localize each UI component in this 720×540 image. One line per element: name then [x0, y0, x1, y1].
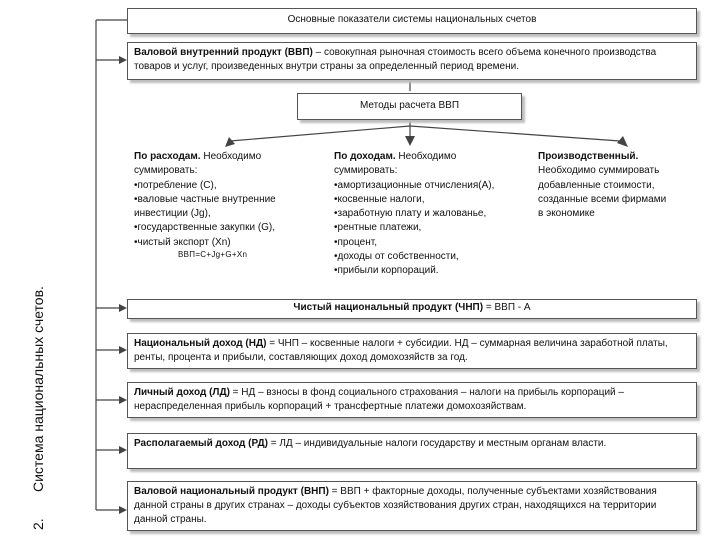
header-box — [127, 8, 697, 34]
expenditure-line: суммировать: — [134, 165, 198, 177]
production-line: Необходимо суммировать — [538, 165, 660, 177]
gdp-definition: – совокупная рыночная стоимость всего объема конечного производства товаров и услуг, произведенных внутри страны за определенный период времени. — [134, 47, 657, 72]
arrow-production — [617, 136, 628, 147]
income-heading: По доходам. — [334, 151, 396, 162]
arrow-di — [119, 446, 127, 454]
gnp-definition: = ВВП + факторные доходы, полученные субъектами хозяйствования данной страны в других странах – доходы субъектов хозяйствования других стран, находящихся на территории данной страны. — [134, 486, 657, 525]
income-method — [334, 150, 494, 279]
methods-title: Методы расчета ВВП — [359, 100, 460, 111]
pi-term: Личный доход (ЛД) — [134, 387, 230, 398]
arrow-gnp — [119, 506, 127, 514]
ni-term: Национальный доход (НД) — [134, 338, 267, 349]
production-heading: Производственный. — [538, 151, 639, 162]
production-line: созданные всеми фирмами — [538, 193, 667, 205]
income-line: •амортизационные отчисления(A), — [334, 179, 495, 191]
income-line: •доходы от собственности, — [334, 251, 459, 263]
gdp-box — [127, 42, 697, 80]
methods-box — [297, 93, 522, 120]
section-title: Система национальных счетов. — [30, 286, 46, 492]
nnp-box — [127, 299, 697, 319]
income-line: суммировать: — [334, 165, 398, 177]
expenditure-line: •чистый экспорт (Xn) — [134, 236, 231, 248]
section-number: 2. — [30, 518, 46, 530]
production-line: добавленные стоимости, — [538, 179, 655, 191]
pi-definition: = НД – взносы в фонд социального страхования – налоги на прибыль корпораций – нераспределенная прибыль корпораций + трансфертные платежи домохозяйствам. — [134, 387, 624, 412]
nnp-term: Чистый национальный продукт (ЧНП) — [293, 302, 484, 313]
production-line: в экономике — [538, 208, 595, 220]
expenditure-line: •государственные закупки (G), — [134, 222, 276, 234]
expenditure-line: •валовые частные внутренние — [134, 193, 276, 205]
income-intro: Необходимо — [395, 151, 457, 162]
expenditure-formula: ВВП=C+Jg+G+Xn — [178, 250, 248, 260]
ni-definition: = ЧНП – косвенные налоги + субсидии. НД – суммарная величина заработной платы, ренты, процента и прибыли, составляющих доход домохозяйств за год. — [134, 338, 668, 363]
pi-box — [127, 382, 697, 418]
di-box — [127, 433, 697, 469]
expenditure-heading: По расходам. — [134, 151, 201, 162]
income-line: •заработную плату и жалованье, — [334, 208, 487, 220]
expenditure-line: инвестиции (Jg), — [134, 208, 211, 220]
arrow-income — [405, 136, 415, 146]
arrow-expenditure — [225, 137, 235, 147]
di-term: Располагаемый доход (РД) — [134, 438, 268, 449]
nnp-definition: = ВВП - А — [483, 302, 531, 313]
expenditure-line: •потребление (C), — [134, 179, 217, 191]
expenditure-intro: Необходимо — [200, 151, 262, 162]
gnp-term: Валовой национальный продукт (ВНП) — [134, 486, 329, 497]
gnp-box — [127, 481, 697, 531]
ni-box — [127, 333, 697, 369]
arrow-pi — [119, 396, 127, 404]
production-method — [538, 150, 666, 221]
income-line: •процент, — [334, 236, 377, 248]
income-line: •рентные платежи, — [334, 222, 422, 234]
arrow-nnp — [119, 304, 127, 312]
gdp-term: Валовой внутренний продукт (ВВП) — [134, 47, 313, 58]
income-line: •косвенные налоги, — [334, 193, 425, 205]
income-line: •прибыли корпораций. — [334, 265, 439, 277]
arrow-ni — [119, 346, 127, 354]
header-title: Основные показатели системы национальных счетов — [287, 14, 537, 25]
expenditure-method — [134, 150, 276, 260]
arrow-gdp — [119, 56, 127, 64]
di-definition: = ЛД – индивидуальные налоги государству и местным органам власти. — [267, 438, 607, 449]
